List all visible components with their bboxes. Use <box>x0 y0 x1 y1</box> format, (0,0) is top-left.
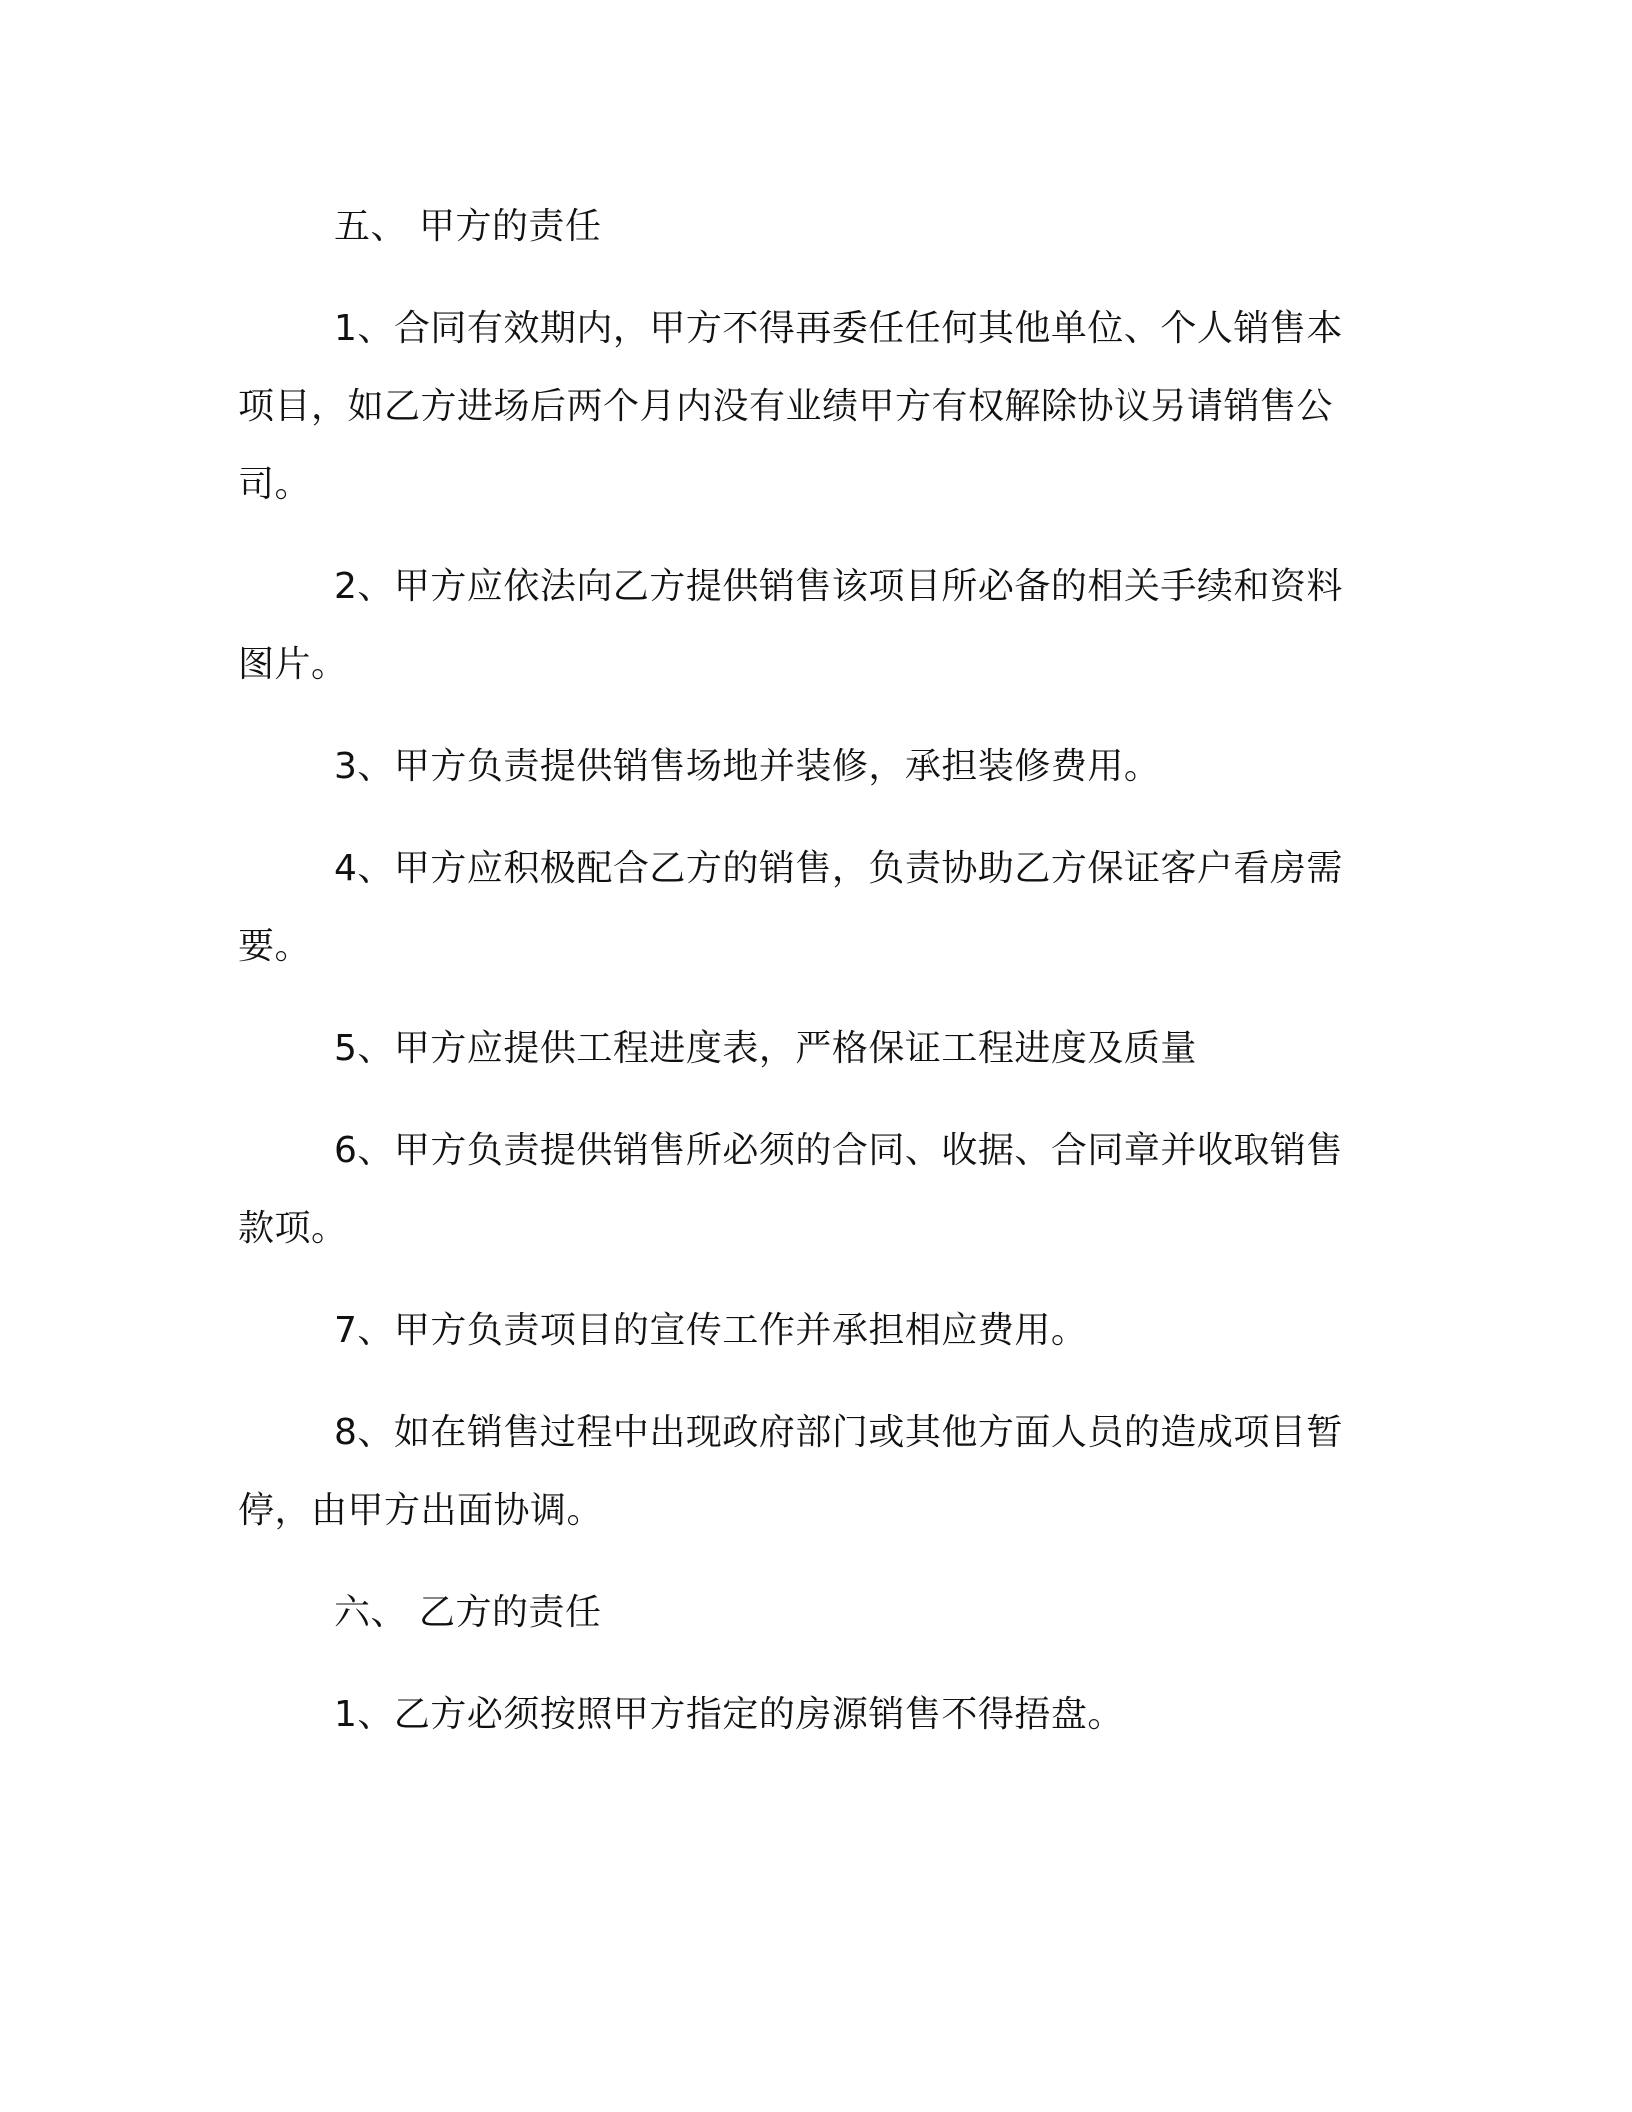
section-heading-party-b: 六、 乙方的责任 <box>334 1592 602 1633</box>
clause-party-a-7: 7、甲方负责项目的宣传工作并承担相应费用。 <box>334 1310 1088 1351</box>
clause-party-a-6: 6、甲方负责提供销售所必须的合同、收据、合同章并收取销售款项。 <box>238 1130 1343 1249</box>
clause-party-b-1: 1、乙方必须按照甲方指定的房源销售不得捂盘。 <box>334 1694 1124 1735</box>
clause-party-a-5: 5、甲方应提供工程进度表，严格保证工程进度及质量 <box>334 1028 1197 1069</box>
document-body <box>238 188 1358 1778</box>
section-heading-party-a: 五、 甲方的责任 <box>334 206 602 247</box>
clause-party-a-4: 4、甲方应积极配合乙方的销售，负责协助乙方保证客户看房需要。 <box>238 848 1343 967</box>
clause-party-a-2: 2、甲方应依法向乙方提供销售该项目所必备的相关手续和资料图片。 <box>238 566 1343 685</box>
clause-party-a-8: 8、如在销售过程中出现政府部门或其他方面人员的造成项目暂停，由甲方出面协调。 <box>238 1412 1343 1531</box>
clause-party-a-3: 3、甲方负责提供销售场地并装修，承担装修费用。 <box>334 746 1161 787</box>
clause-party-a-1: 1、合同有效期内，甲方不得再委任任何其他单位、个人销售本项目，如乙方进场后两个月内没有业绩甲方有权解除协议另请销售公司。 <box>238 308 1343 505</box>
